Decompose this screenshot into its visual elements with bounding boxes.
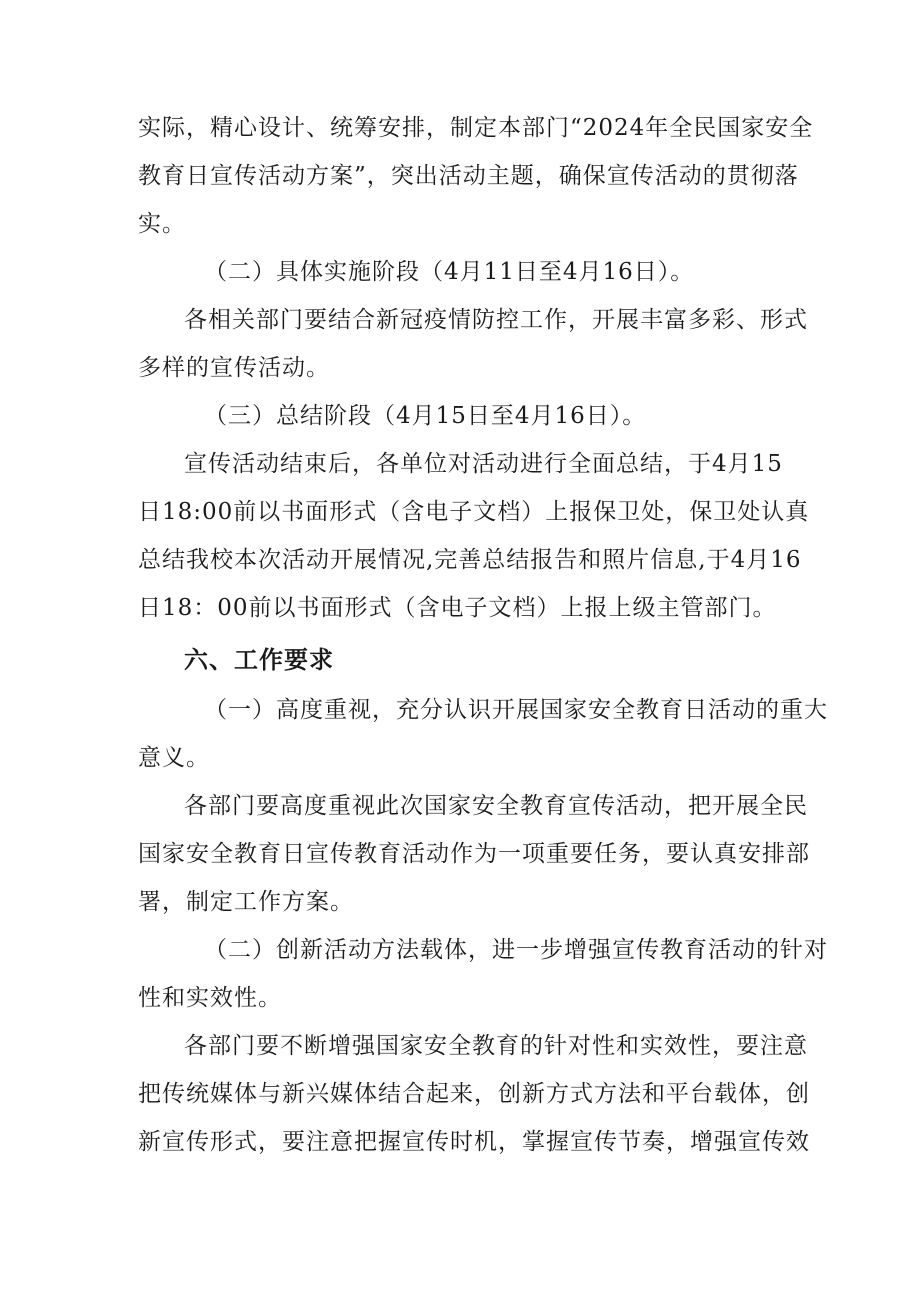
paragraph-line: 日18:00前以书面形式（含电子文档）上报保卫处，保卫处认真	[138, 499, 810, 525]
paragraph-line: 日18：00前以书面形式（含电子文档）上报上级主管部门。	[138, 595, 777, 621]
paragraph-line: 新宣传形式，要注意把握宣传时机，掌握宣传节奏，增强宣传效	[138, 1129, 810, 1155]
paragraph-line: 教育日宣传活动方案”，突出活动主题，确保宣传活动的贯彻落	[138, 163, 799, 189]
subsection-heading: （二）具体实施阶段（4月11日至4月16日）。	[204, 259, 695, 285]
subsection-heading: （二）创新活动方法载体，进一步增强宣传教育活动的针对	[204, 937, 828, 963]
paragraph-line: 把传统媒体与新兴媒体结合起来，创新方式方法和平台载体，创	[138, 1081, 810, 1107]
paragraph-line: 性和实效性。	[138, 985, 282, 1011]
paragraph-line: 实。	[138, 211, 186, 237]
paragraph-line: 各相关部门要结合新冠疫情防控工作，开展丰富多彩、形式	[184, 307, 808, 333]
section-heading: 六、工作要求	[184, 646, 334, 674]
paragraph-line: 国家安全教育日宣传教育活动作为一项重要任务，要认真安排部	[138, 841, 810, 867]
paragraph-line: 实际，精心设计、统筹安排，制定本部门“2024年全民国家安全	[138, 115, 814, 141]
paragraph-line: 总结我校本次活动开展情况,完善总结报告和照片信息,于4月16	[138, 547, 802, 573]
paragraph-line: 各部门要不断增强国家安全教育的针对性和实效性，要注意	[184, 1033, 808, 1059]
paragraph-line: 宣传活动结束后，各单位对活动进行全面总结，于4月15	[184, 451, 783, 477]
paragraph-line: 多样的宣传活动。	[138, 355, 330, 381]
subsection-heading: （三）总结阶段（4月15日至4月16日）。	[204, 403, 647, 429]
paragraph-line: 各部门要高度重视此次国家安全教育宣传活动，把开展全民	[184, 793, 808, 819]
subsection-heading: （一）高度重视，充分认识开展国家安全教育日活动的重大	[204, 697, 828, 723]
paragraph-line: 署，制定工作方案。	[138, 889, 354, 915]
paragraph-line: 意义。	[138, 745, 210, 771]
